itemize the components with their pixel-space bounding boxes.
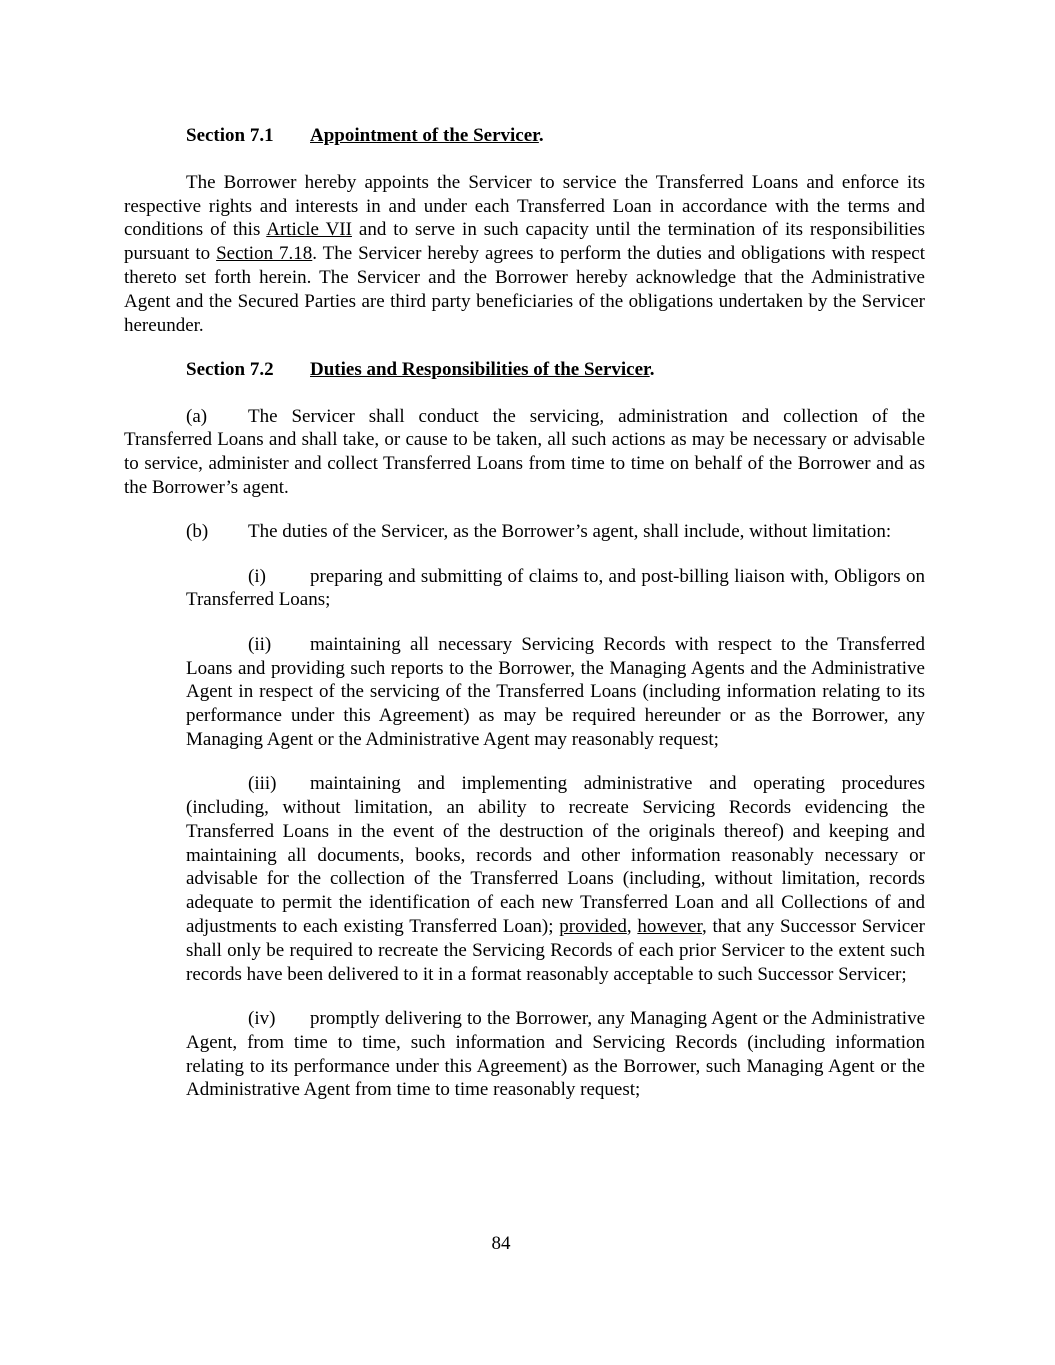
section-7-2-heading — [124, 358, 925, 382]
clause-iii-label: (iii) — [248, 773, 277, 795]
clause-iii — [186, 772, 925, 986]
provided-term: provided — [559, 916, 627, 938]
clause-i — [186, 565, 925, 613]
section-7-1-heading — [124, 124, 925, 148]
clause-iii-text-2: , that any Successor Servicer shall only be required to recreate the Servicing Records of each prior Servicer to the extent such records have been delivered to it in a format reasonably acceptable to such Successor Servicer; — [186, 916, 925, 985]
clause-iv-text: promptly delivering to the Borrower, any Managing Agent or the Administrative Agent, from time to time, such information and Servicing Records (including information relating to its performance under this Agreement) as the Borrower, such Managing Agent or the Administrative Agent from time to time reasonably request; — [186, 1007, 925, 1101]
clause-b-text: The duties of the Servicer, as the Borrower’s agent, shall include, without limitation: — [248, 521, 892, 543]
clause-ii-text: maintaining all necessary Servicing Records with respect to the Transferred Loans and providing such reports to the Borrower, the Managing Agents and the Administrative Agent in respect of the servicing of the Transferred Loans (including information relating to its performance under this Agreement) as may be required hereunder or as the Borrower, any Managing Agent or the Administrative Agent may reasonably request; — [186, 633, 925, 750]
clause-b-label: (b) — [186, 521, 209, 543]
page-number: 84 — [491, 1233, 511, 1254]
clause-iv — [186, 1007, 925, 1102]
para-text-1: The Borrower hereby appoints the Servicer to service the Transferred Loans and enforce its respective rights and interests in and under each Transferred Loan in accordance with the terms and conditions of this — [124, 171, 925, 241]
section-7-18-reference: Section 7.18 — [216, 243, 313, 265]
clause-a — [124, 405, 925, 500]
para-text-2: and to serve in such capacity until the termination of its responsibilities pursuant to — [124, 219, 925, 265]
section-7-1-number: Section 7.1 — [186, 125, 274, 146]
clause-a-label: (a) — [186, 405, 208, 427]
section-7-1-period: . — [538, 125, 544, 146]
para-text-3: . The Servicer hereby agrees to perform the duties and obligations with respect thereto set forth herein. The Servicer and the Borrower hereby acknowledge that the Administrative Agent and the Secured Parties are third party beneficiaries of the obligations undertaken by the Servicer hereunder. — [124, 243, 926, 336]
clause-ii — [186, 633, 925, 752]
section-7-2-title: Duties and Responsibilities of the Servicer — [310, 358, 650, 380]
clause-iv-label: (iv) — [248, 1007, 276, 1029]
clause-i-label: (i) — [248, 565, 266, 587]
section-7-2-period: . — [649, 358, 655, 380]
clause-iii-comma: , — [626, 916, 638, 938]
clause-ii-label: (ii) — [248, 633, 272, 655]
clause-a-text: The Servicer shall conduct the servicing, administration and collection of the Transferred Loans and shall take, or cause to be taken, all such actions as may be necessary or advisable to service, administer and collect Transferred Loans from time to time on behalf of the Borrower and as the Borrower’s agent. — [124, 405, 925, 499]
however-term: however — [637, 916, 703, 938]
clause-b — [124, 520, 925, 544]
document-body — [124, 124, 925, 1123]
section-7-2-number: Section 7.2 — [186, 358, 274, 380]
clause-i-text: preparing and submitting of claims to, and post-billing liaison with, Obligors on Transferred Loans; — [186, 565, 925, 611]
section-7-1-paragraph — [124, 171, 925, 338]
section-7-1-title: Appointment of the Servicer — [310, 125, 539, 146]
clause-iii-text-1: maintaining and implementing administrative and operating procedures (including, without limitation, an ability to recreate Servicing Records evidencing the Transferred Loans in the event of the destruction of the originals thereof) and keeping and maintaining all documents, books, records and other information reasonably necessary or advisable for the collection of the Transferred Loans (including, without limitation, records adequate to permit the identification of each new Transferred Loan and all Collections of and adjustments to each existing Transferred Loan); — [186, 773, 925, 938]
article-vii-reference: Article VII — [266, 219, 352, 241]
